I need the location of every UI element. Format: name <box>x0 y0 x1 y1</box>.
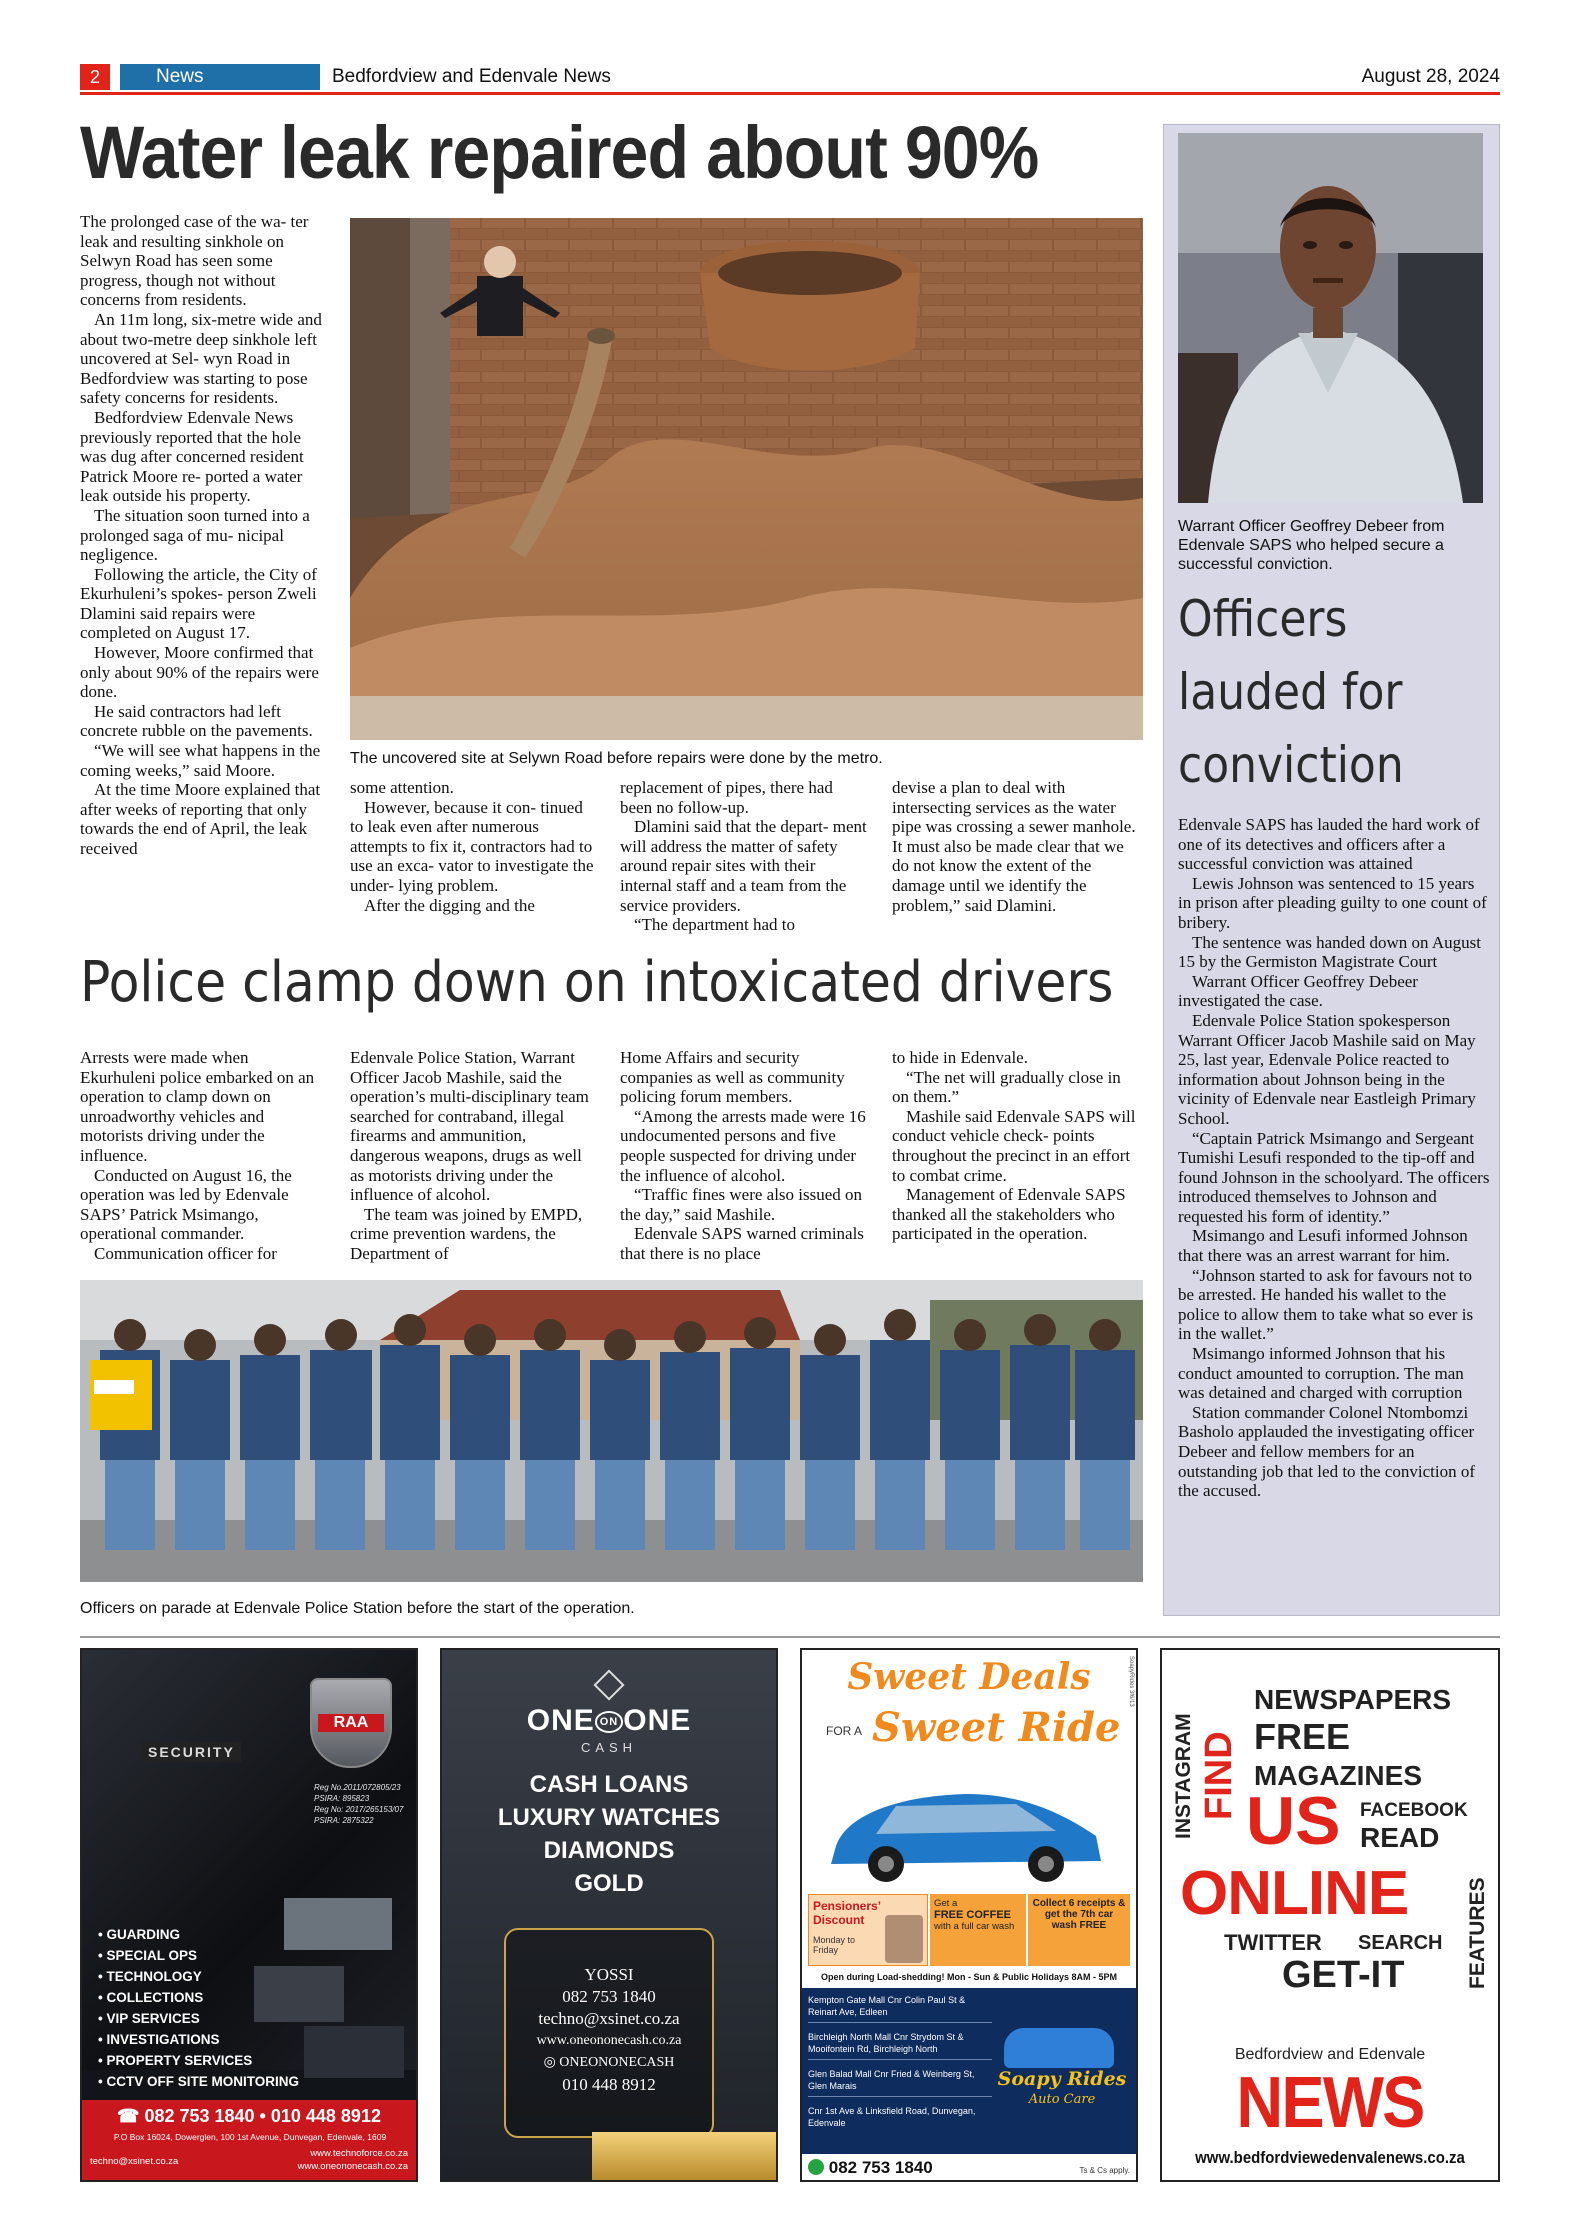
carwash-phone-number: 082 753 1840 <box>828 2158 933 2177</box>
find-label: FIND <box>1198 1731 1240 1821</box>
raa-shield-logo <box>310 1678 392 1768</box>
debeer-portrait-graphic <box>1178 133 1483 503</box>
contact-name: YOSSI <box>584 1965 634 1984</box>
logo-car-image <box>1004 2028 1114 2068</box>
security-address: P.O Box 16024, Dowerglen, 100 1st Avenue, Dunvegan, Edenvale, 1609 <box>113 2132 387 2142</box>
oneonone-contact-badge <box>504 1928 714 2138</box>
paragraph: An 11m long, six-metre wide and about two-metre deep sinkhole left uncovered at Sel- wyn Road in Bedfordview was starting to pose safety concerns for residents. <box>80 309 322 408</box>
thumb-image <box>304 2026 404 2078</box>
paragraph: devise a plan to deal with intersecting services as the water pipe was crossing a sewer manhole. It must also be made clear that we do not know the extent of the damage until we identify the problem,” said Dlamini. <box>892 778 1136 915</box>
soapy-rides-sub: Auto Care <box>1028 2092 1096 2107</box>
instagram-label[interactable]: INSTAGRAM <box>1172 1713 1195 1839</box>
contact-social[interactable] <box>506 2052 712 2074</box>
paragraph: After the digging and the <box>364 895 535 915</box>
pensioners-title: Pensioners’ Discount <box>813 1899 881 1927</box>
free-label: FREE <box>1254 1716 1351 1757</box>
page-number: 2 <box>80 64 110 90</box>
paragraph: The prolonged case of the wa- ter leak and resulting sinkhole on Selwyn Road has seen some progress, though not without concerns from residents. <box>80 212 309 310</box>
paragraph: Communication officer for <box>94 1243 277 1263</box>
carwash-hours: Open during Load-shedding! Mon - Sun & Public Holidays 8AM - 5PM <box>821 1972 1117 1982</box>
article1-column-3 <box>620 778 868 935</box>
header-rule <box>80 92 1500 95</box>
coffee-post: with a full car wash <box>934 1921 1015 1932</box>
paragraph: “Among the arrests made were 16 undocumented persons and five people suspected for driving under the influence of alcohol. <box>620 1106 866 1185</box>
paragraph: The situation soon turned into a prolonged saga of mu- nicipal negligence. <box>80 505 310 565</box>
paragraph: However, Moore confirmed that only about 90% of the repairs were done. <box>80 643 319 702</box>
brand-right: ONE <box>623 1704 692 1737</box>
free-coffee-box <box>930 1894 1026 1966</box>
police-parade-photo-caption: Officers on parade at Edenvale Police Station before the start of the operation. <box>80 1600 635 1617</box>
security-email[interactable]: techno@xsinet.co.za <box>90 2156 179 2167</box>
pensioners-discount-box <box>808 1894 928 1966</box>
us-label: US <box>1246 1783 1341 1859</box>
security-web-2[interactable]: www.oneononecash.co.za <box>297 2161 408 2172</box>
paragraph: “We will see what happens in the coming weeks,” said Moore. <box>80 741 321 780</box>
car-graphic <box>816 1776 1116 1886</box>
sinkhole-photo <box>350 218 1143 740</box>
paragraph: “The net will gradually close in on them.” <box>892 1067 1121 1107</box>
service-item: • INVESTIGATIONS <box>98 2032 220 2047</box>
diamond-icon <box>593 1669 624 1700</box>
news-website-link[interactable]: www.bedfordviewedenvalenews.co.za <box>1195 2148 1465 2167</box>
contact-details <box>506 1964 712 2096</box>
coffee-main: FREE COFFEE <box>934 1909 1012 1921</box>
branch-list <box>808 1994 992 2129</box>
raa-logo-text: RAA <box>318 1714 384 1732</box>
oneonone-logo <box>442 1704 776 1738</box>
service-item: • SPECIAL OPS <box>98 1948 198 1963</box>
paragraph: Dlamini said that the depart- ment will address the matter of safety around repair sites with their internal staff and a team from the service providers. <box>620 817 867 915</box>
paragraph: “Captain Patrick Msimango and Sergeant Tumishi Lesufi responded to the tip-off and found Johnson in the schoolyard. The officers introduced themselves to Johnson and requested his form of identity.” <box>1178 1128 1490 1226</box>
sinkhole-photo-caption: The uncovered site at Selywn Road before repairs were done by the metro. <box>350 750 883 767</box>
sidebar-photo-caption: Warrant Officer Geoffrey Debeer from Edenvale SAPS who helped secure a successful conviction. <box>1178 518 1445 573</box>
contact-email[interactable]: techno@xsinet.co.za <box>538 2009 680 2028</box>
paragraph: Msimango informed Johnson that his conduct amounted to corruption. The man was detained and charged with corruption <box>1178 1344 1464 1403</box>
features-label: FEATURES <box>1466 1877 1489 1989</box>
offer-line: GOLD <box>574 1870 644 1897</box>
coffee-pre: Get a <box>934 1898 958 1909</box>
sidebar-headline-line-1: Officers <box>1178 590 1348 648</box>
branch-item: Kempton Gate Mall Cnr Colin Paul St & Reinart Ave, Edleen <box>808 1994 992 2023</box>
service-item: • PROPERTY SERVICES <box>98 2053 253 2068</box>
publication-name: Bedfordview and Edenvale News <box>332 66 611 87</box>
article1-column-4 <box>892 778 1142 915</box>
brand-left: ONE <box>526 1704 595 1737</box>
security-registration <box>314 1782 403 1826</box>
offer-line: CASH LOANS <box>529 1771 689 1798</box>
loyalty-box: Collect 6 receipts & get the 7th car wash FREE <box>1028 1894 1130 1966</box>
newspapers-label: NEWSPAPERS <box>1254 1684 1452 1715</box>
oneonone-offers <box>442 1768 776 1900</box>
paragraph: He said contractors had left concrete rubble on the pavements. <box>80 701 313 741</box>
article1-column-1 <box>80 212 326 859</box>
paragraph: The team was joined by EMPD, crime prevention wardens, the Department of <box>350 1204 583 1263</box>
brand-mid: ON <box>595 1711 624 1733</box>
security-services-list <box>98 1924 299 2092</box>
paragraph: some attention. <box>350 778 454 797</box>
reg-line: Reg No: 2017/265153/07 <box>314 1805 404 1814</box>
paragraph: Edenvale Police Station spokesperson Warrant Officer Jacob Mashile said on May 25, last year, Edenvale Police reacted to information about Johnson being in the vicinity of Edenvale near Eastleigh Primary School. <box>1178 1010 1476 1128</box>
security-phone[interactable]: ☎ 082 753 1840 • 010 448 8912 <box>117 2106 381 2126</box>
paragraph: Mashile said Edenvale SAPS will conduct vehicle check- points throughout the precinct in an effort to combat crime. <box>892 1106 1136 1185</box>
paragraph: “The department had to <box>634 915 795 935</box>
magazines-label: MAGAZINES <box>1254 1760 1422 1791</box>
reg-line: Reg No.2011/072805/23 <box>314 1783 401 1792</box>
paragraph: Management of Edenvale SAPS thanked all the stakeholders who participated in the operation. <box>892 1185 1126 1244</box>
sweet-ride-title: Sweet Ride <box>872 1704 1121 1751</box>
sidebar-headline-line-3: conviction <box>1178 736 1404 794</box>
offer-line: LUXURY WATCHES <box>497 1804 721 1831</box>
facebook-label[interactable]: FACEBOOK <box>1360 1800 1468 1821</box>
paragraph: Bedfordview Edenvale News previously reported that the hole was dug after concerned resident Patrick Moore re- ported a water leak outside his property. <box>80 407 304 506</box>
service-item: • CCTV OFF SITE MONITORING <box>98 2074 299 2089</box>
contact-phone[interactable]: 082 753 1840 <box>562 1987 656 2006</box>
paragraph: to hide in Edenvale. <box>892 1048 1028 1067</box>
debeer-portrait-photo <box>1178 133 1483 503</box>
paragraph: Arrests were made when Ekurhuleni police embarked on an operation to clamp down on unroadworthy vehicles and motorists driving under the influence. <box>80 1048 315 1165</box>
pensioner-photo <box>885 1915 923 1963</box>
carwash-phone[interactable] <box>808 2158 933 2178</box>
section-label[interactable]: News <box>120 64 320 90</box>
oneonone-cash-sub: CASH <box>580 1740 638 1755</box>
security-contact-panel <box>82 2100 416 2180</box>
paragraph: “Johnson started to ask for favours not to be arrested. He handed his wallet to the police to allow them to take what so ever is in the wallet.” <box>1178 1265 1474 1344</box>
paragraph: Msimango and Lesufi informed Johnson that there was an arrest warrant for him. <box>1178 1226 1468 1266</box>
branch-item: Cnr 1st Ave & Linksfield Road, Dunvegan, Edenvale <box>808 2106 976 2128</box>
article1-column-2 <box>350 778 596 915</box>
reg-line: PSIRA: 2875322 <box>314 1816 374 1825</box>
instagram-icon: ◎ <box>543 2055 560 2070</box>
sinkhole-photo-graphic <box>350 218 1143 740</box>
article2-column-4 <box>892 1048 1142 1244</box>
soapy-rides-brand: Soapy Rides <box>997 2068 1127 2090</box>
security-jacket-label: SECURITY <box>142 1742 241 1762</box>
issue-date: August 28, 2024 <box>1361 66 1500 87</box>
paragraph: Edenvale SAPS warned criminals that there is no place <box>620 1224 864 1263</box>
branches-panel <box>802 1988 1136 2154</box>
article2-headline: Police clamp down on intoxicated drivers <box>80 950 1114 1015</box>
sidebar-story <box>1163 124 1500 1616</box>
read-label: READ <box>1360 1822 1440 1853</box>
article2-column-2 <box>350 1048 596 1264</box>
paragraph: Edenvale SAPS has lauded the hard work of one of its detectives and officers after a successful conviction was attained <box>1178 815 1480 874</box>
online-label: ONLINE <box>1180 1859 1409 1928</box>
paragraph: Conducted on August 16, the operation was led by Edenvale SAPS’ Patrick Msimango, operational commander. <box>80 1165 292 1244</box>
service-item: • COLLECTIONS <box>98 1990 204 2005</box>
sweet-deals-title: Sweet Deals <box>847 1656 1091 1698</box>
thumb-image <box>284 1898 392 1950</box>
article1-headline: Water leak repaired about 90% <box>80 111 1039 194</box>
paragraph: At the time Moore explained that after weeks of reporting that only towards the end of April, the leak received <box>80 780 321 858</box>
contact-social-handle: ONEONONECASH <box>559 2055 675 2070</box>
paragraph: Station commander Colonel Ntombomzi Basholo applauded the investigating officer Debeer and fellow members for an outstanding job that led to the conviction of the accused. <box>1178 1402 1475 1501</box>
security-advert[interactable] <box>80 1648 418 2182</box>
article2-column-3 <box>620 1048 870 1264</box>
news-masthead: NEWS <box>1236 2063 1424 2143</box>
reg-line: PSIRA: 895823 <box>314 1794 370 1803</box>
ads-divider <box>80 1636 1500 1638</box>
search-label: SEARCH <box>1358 1932 1443 1954</box>
paragraph: The sentence was handed down on August 15 by the Germiston Magistrate Court <box>1178 932 1481 972</box>
carwash-terms: Ts & Cs apply. <box>1079 2166 1130 2175</box>
police-parade-photo <box>80 1280 1143 1582</box>
find-us-online-advert[interactable] <box>1160 1648 1500 2182</box>
getit-label: GET-IT <box>1282 1954 1405 1996</box>
contact-phone-2[interactable]: 010 448 8912 <box>562 2075 656 2094</box>
service-item: • GUARDING <box>98 1927 180 1942</box>
service-item: • VIP SERVICES <box>98 2011 200 2026</box>
offer-line: DIAMONDS <box>543 1837 675 1864</box>
paragraph: Home Affairs and security companies as well as community policing forum members. <box>620 1048 845 1107</box>
news-masthead-small: Bedfordview and Edenvale <box>1234 2046 1426 2063</box>
carwash-side-note: SoapyRides 3f6/13 <box>1128 1656 1134 1707</box>
contact-web[interactable]: www.oneononecash.co.za <box>536 2033 682 2048</box>
sidebar-headline-line-2: lauded for <box>1178 663 1403 721</box>
police-parade-photo-graphic <box>80 1280 1143 1582</box>
article2-column-1 <box>80 1048 326 1264</box>
security-web-1[interactable]: www.technoforce.co.za <box>310 2148 408 2159</box>
paragraph: Lewis Johnson was sentenced to 15 years in prison after pleading guilty to one count of bribery. <box>1178 873 1487 932</box>
paragraph: However, because it con- tinued to leak even after numerous attempts to fix it, contractors had to use an exca- vator to investigate the under- lying problem. <box>350 797 594 895</box>
branch-item: Glen Balad Mall Cnr Fried & Weinberg St, Glen Marais <box>808 2068 992 2097</box>
sidebar-body <box>1178 815 1490 1501</box>
paragraph: Edenvale Police Station, Warrant Officer Jacob Mashile, said the operation’s multi-disciplinary team searched for contraband, illegal firearms and ammunition, dangerous weapons, drugs as well as motorists driving under the influence of alcohol. <box>350 1048 589 1205</box>
pensioners-sub: Monday to Friday <box>813 1935 856 1955</box>
blue-car-image <box>816 1776 1116 1886</box>
soapy-rides-advert[interactable] <box>800 1648 1138 2182</box>
twitter-label[interactable]: TWITTER <box>1224 1930 1322 1955</box>
whatsapp-icon <box>808 2159 824 2175</box>
oneonone-cash-advert[interactable] <box>440 1648 778 2182</box>
for-a-label: FOR A <box>826 1724 863 1738</box>
page-header <box>80 64 1500 94</box>
paragraph: Following the article, the City of Ekurhuleni’s spokes- person Zweli Dlamini said repairs were completed on August 17. <box>80 564 317 643</box>
service-item: • TECHNOLOGY <box>98 1969 202 1984</box>
branch-item: Birchleigh North Mall Cnr Strydom St & Mooifontein Rd, Birchleigh North <box>808 2031 992 2060</box>
sidebar-headline <box>1178 583 1488 802</box>
paragraph: replacement of pipes, there had been no follow-up. <box>620 778 833 817</box>
gold-bars-image <box>592 2132 776 2180</box>
paragraph: “Traffic fines were also issued on the day,” said Mashile. <box>620 1185 863 1224</box>
paragraph: Warrant Officer Geoffrey Debeer investigated the case. <box>1178 971 1418 1011</box>
soapy-rides-logo <box>992 2028 1132 2118</box>
